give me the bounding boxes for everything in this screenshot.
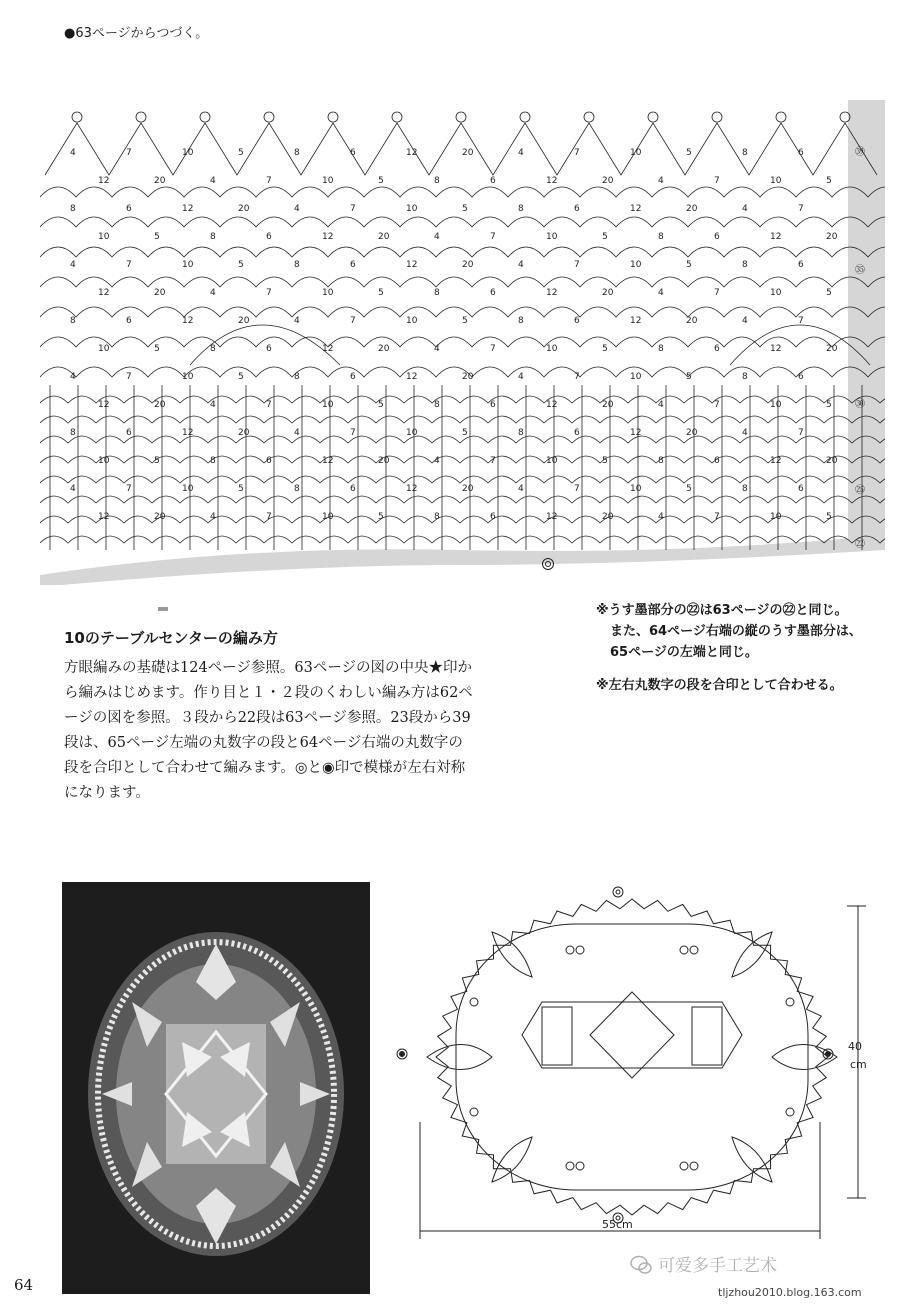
svg-text:7: 7 xyxy=(266,176,272,186)
svg-text:12: 12 xyxy=(182,204,194,214)
svg-text:8: 8 xyxy=(742,372,748,382)
svg-text:5: 5 xyxy=(686,148,692,158)
chat-bubble-icon xyxy=(630,1254,652,1276)
svg-text:20: 20 xyxy=(686,428,698,438)
svg-text:4: 4 xyxy=(658,512,664,522)
svg-text:7: 7 xyxy=(266,400,272,410)
svg-text:8: 8 xyxy=(210,232,216,242)
svg-text:7: 7 xyxy=(350,204,356,214)
continued-note: ●63ページからつづく。 xyxy=(64,26,209,41)
svg-text:5: 5 xyxy=(462,204,468,214)
svg-text:20: 20 xyxy=(826,232,838,242)
svg-text:8: 8 xyxy=(70,316,76,326)
svg-text:4: 4 xyxy=(70,148,76,158)
instructions-body: 方眼編みの基礎は124ページ参照。63ページの図の中央★印から編みはじめます。作り目と１・２段のくわしい編み方は62ページの図を参照。３段から22段は63ページ参照。23段から39段は、65ページ左端の丸数字の段と64ページ右端の丸数字の段を合印として合わせて編みます。◎と◉印で模様が左右対称になります。 xyxy=(64,660,473,801)
svg-text:12: 12 xyxy=(770,344,782,354)
svg-text:10: 10 xyxy=(98,456,110,466)
svg-text:7: 7 xyxy=(126,148,132,158)
svg-text:12: 12 xyxy=(630,428,642,438)
svg-text:4: 4 xyxy=(658,400,664,410)
notes-block xyxy=(596,600,906,696)
svg-text:5: 5 xyxy=(462,428,468,438)
svg-text:8: 8 xyxy=(294,148,300,158)
svg-text:20: 20 xyxy=(238,316,250,326)
svg-text:4: 4 xyxy=(434,344,440,354)
svg-text:5: 5 xyxy=(826,400,832,410)
svg-text:7: 7 xyxy=(490,232,496,242)
svg-text:10: 10 xyxy=(630,484,642,494)
svg-text:7: 7 xyxy=(126,372,132,382)
height-unit: cm xyxy=(850,1058,867,1071)
svg-text:10: 10 xyxy=(406,428,418,438)
svg-text:4: 4 xyxy=(210,400,216,410)
svg-text:4: 4 xyxy=(294,316,300,326)
svg-text:12: 12 xyxy=(406,484,418,494)
svg-text:12: 12 xyxy=(770,232,782,242)
svg-text:12: 12 xyxy=(322,232,334,242)
svg-text:20: 20 xyxy=(154,176,166,186)
svg-text:4: 4 xyxy=(742,316,748,326)
svg-text:20: 20 xyxy=(462,148,474,158)
svg-text:6: 6 xyxy=(490,512,496,522)
svg-text:4: 4 xyxy=(294,204,300,214)
svg-text:6: 6 xyxy=(490,288,496,298)
svg-text:4: 4 xyxy=(518,148,524,158)
svg-text:6: 6 xyxy=(126,204,132,214)
svg-text:5: 5 xyxy=(378,176,384,186)
svg-text:4: 4 xyxy=(434,232,440,242)
svg-text:6: 6 xyxy=(490,400,496,410)
doily-schematic xyxy=(392,882,872,1242)
svg-text:7: 7 xyxy=(350,316,356,326)
svg-text:20: 20 xyxy=(462,484,474,494)
svg-text:7: 7 xyxy=(798,204,804,214)
height-value: 40 xyxy=(848,1040,862,1053)
svg-text:6: 6 xyxy=(266,456,272,466)
svg-text:10: 10 xyxy=(546,344,558,354)
watermark-text: 可爱多手工艺术 xyxy=(658,1256,777,1276)
svg-text:7: 7 xyxy=(126,260,132,270)
svg-text:10: 10 xyxy=(182,372,194,382)
svg-text:7: 7 xyxy=(126,484,132,494)
svg-text:6: 6 xyxy=(266,232,272,242)
svg-text:12: 12 xyxy=(406,260,418,270)
svg-text:7: 7 xyxy=(714,176,720,186)
svg-text:10: 10 xyxy=(98,344,110,354)
svg-text:8: 8 xyxy=(294,260,300,270)
svg-text:10: 10 xyxy=(770,176,782,186)
svg-text:10: 10 xyxy=(630,148,642,158)
svg-text:7: 7 xyxy=(798,316,804,326)
svg-text:6: 6 xyxy=(350,372,356,382)
svg-text:5: 5 xyxy=(378,512,384,522)
svg-text:5: 5 xyxy=(154,456,160,466)
svg-text:12: 12 xyxy=(182,428,194,438)
svg-text:6: 6 xyxy=(350,148,356,158)
svg-text:6: 6 xyxy=(126,428,132,438)
svg-text:5: 5 xyxy=(238,148,244,158)
svg-text:5: 5 xyxy=(378,288,384,298)
svg-text:20: 20 xyxy=(602,400,614,410)
svg-text:8: 8 xyxy=(70,428,76,438)
svg-text:6: 6 xyxy=(574,316,580,326)
svg-text:4: 4 xyxy=(210,176,216,186)
svg-text:12: 12 xyxy=(546,512,558,522)
svg-text:20: 20 xyxy=(154,512,166,522)
svg-text:10: 10 xyxy=(322,512,334,522)
svg-text:7: 7 xyxy=(574,148,580,158)
svg-text:12: 12 xyxy=(98,512,110,522)
svg-text:5: 5 xyxy=(238,484,244,494)
svg-text:10: 10 xyxy=(770,512,782,522)
svg-text:10: 10 xyxy=(546,456,558,466)
svg-text:12: 12 xyxy=(546,400,558,410)
svg-text:10: 10 xyxy=(322,400,334,410)
site-url: tljzhou2010.blog.163.com xyxy=(718,1286,862,1299)
svg-text:10: 10 xyxy=(406,316,418,326)
svg-text:7: 7 xyxy=(574,484,580,494)
svg-text:7: 7 xyxy=(350,428,356,438)
svg-text:4: 4 xyxy=(210,512,216,522)
row-label-22: ㉒ xyxy=(855,539,865,550)
svg-text:7: 7 xyxy=(266,288,272,298)
svg-text:4: 4 xyxy=(518,372,524,382)
svg-text:12: 12 xyxy=(406,148,418,158)
svg-text:5: 5 xyxy=(602,344,608,354)
svg-text:5: 5 xyxy=(826,176,832,186)
svg-text:10: 10 xyxy=(182,260,194,270)
svg-text:7: 7 xyxy=(798,428,804,438)
svg-text:6: 6 xyxy=(490,176,496,186)
center-symbol-icon xyxy=(541,556,555,570)
svg-text:10: 10 xyxy=(322,176,334,186)
svg-text:8: 8 xyxy=(70,204,76,214)
crochet-chart xyxy=(40,95,885,585)
row-label-30: ㉚ xyxy=(855,399,865,410)
svg-text:7: 7 xyxy=(574,260,580,270)
svg-text:6: 6 xyxy=(798,372,804,382)
svg-text:20: 20 xyxy=(462,260,474,270)
svg-text:6: 6 xyxy=(714,344,720,354)
note1-line2: また、64ページ右端の縦のうす墨部分は、 xyxy=(610,624,862,639)
svg-text:20: 20 xyxy=(686,204,698,214)
section-title: 10のテーブルセンターの編み方 xyxy=(64,629,278,647)
svg-text:10: 10 xyxy=(182,484,194,494)
svg-text:6: 6 xyxy=(714,232,720,242)
svg-text:5: 5 xyxy=(686,372,692,382)
width-label: 55cm xyxy=(602,1218,633,1231)
svg-text:5: 5 xyxy=(238,372,244,382)
svg-text:8: 8 xyxy=(742,260,748,270)
svg-text:6: 6 xyxy=(798,148,804,158)
svg-text:20: 20 xyxy=(602,288,614,298)
svg-text:7: 7 xyxy=(714,400,720,410)
svg-text:7: 7 xyxy=(266,512,272,522)
svg-text:4: 4 xyxy=(658,288,664,298)
svg-text:20: 20 xyxy=(602,512,614,522)
svg-text:20: 20 xyxy=(378,344,390,354)
svg-text:6: 6 xyxy=(714,456,720,466)
svg-text:12: 12 xyxy=(98,400,110,410)
svg-text:8: 8 xyxy=(742,148,748,158)
svg-text:4: 4 xyxy=(210,288,216,298)
svg-text:8: 8 xyxy=(742,484,748,494)
doily-photo-svg xyxy=(62,882,370,1294)
row-label-35: ㉟ xyxy=(855,265,865,276)
svg-text:4: 4 xyxy=(518,484,524,494)
svg-text:7: 7 xyxy=(490,344,496,354)
zigzag-border xyxy=(436,899,828,1215)
svg-text:8: 8 xyxy=(658,232,664,242)
svg-text:8: 8 xyxy=(210,344,216,354)
svg-text:8: 8 xyxy=(294,484,300,494)
svg-text:8: 8 xyxy=(434,176,440,186)
svg-text:5: 5 xyxy=(238,260,244,270)
svg-text:5: 5 xyxy=(602,232,608,242)
svg-text:4: 4 xyxy=(742,204,748,214)
svg-text:4: 4 xyxy=(434,456,440,466)
svg-text:20: 20 xyxy=(826,456,838,466)
svg-text:8: 8 xyxy=(434,288,440,298)
svg-text:5: 5 xyxy=(602,456,608,466)
svg-text:10: 10 xyxy=(770,288,782,298)
svg-text:6: 6 xyxy=(798,260,804,270)
svg-text:10: 10 xyxy=(406,204,418,214)
svg-text:7: 7 xyxy=(574,372,580,382)
doily-photo xyxy=(62,882,370,1294)
row-label-25: ㉕ xyxy=(855,485,865,496)
shaded-bottom-band xyxy=(40,535,885,585)
svg-text:8: 8 xyxy=(518,428,524,438)
svg-text:5: 5 xyxy=(462,316,468,326)
svg-text:5: 5 xyxy=(686,260,692,270)
svg-text:6: 6 xyxy=(574,204,580,214)
svg-text:6: 6 xyxy=(350,260,356,270)
svg-text:20: 20 xyxy=(238,204,250,214)
svg-text:4: 4 xyxy=(658,176,664,186)
note1-line1: ※うす墨部分の㉒は63ページの㉒と同じ。 xyxy=(596,603,848,618)
svg-text:8: 8 xyxy=(518,316,524,326)
svg-text:4: 4 xyxy=(70,372,76,382)
svg-text:12: 12 xyxy=(322,456,334,466)
svg-text:12: 12 xyxy=(98,288,110,298)
svg-text:4: 4 xyxy=(70,260,76,270)
svg-text:7: 7 xyxy=(714,288,720,298)
svg-text:6: 6 xyxy=(266,344,272,354)
note2: ※左右丸数字の段を合印として合わせる。 xyxy=(596,678,843,693)
svg-text:12: 12 xyxy=(770,456,782,466)
svg-text:10: 10 xyxy=(630,260,642,270)
svg-text:7: 7 xyxy=(714,512,720,522)
doily-schematic-svg xyxy=(392,882,872,1242)
row-label-39: ㊴ xyxy=(855,147,865,158)
svg-text:10: 10 xyxy=(630,372,642,382)
svg-text:8: 8 xyxy=(658,456,664,466)
svg-text:12: 12 xyxy=(546,176,558,186)
svg-text:10: 10 xyxy=(98,232,110,242)
svg-text:12: 12 xyxy=(98,176,110,186)
svg-text:4: 4 xyxy=(294,428,300,438)
svg-text:12: 12 xyxy=(546,288,558,298)
svg-text:4: 4 xyxy=(742,428,748,438)
svg-text:4: 4 xyxy=(518,260,524,270)
svg-text:10: 10 xyxy=(182,148,194,158)
svg-text:12: 12 xyxy=(630,204,642,214)
svg-text:12: 12 xyxy=(406,372,418,382)
svg-text:20: 20 xyxy=(378,232,390,242)
svg-text:8: 8 xyxy=(210,456,216,466)
svg-text:12: 12 xyxy=(322,344,334,354)
svg-text:12: 12 xyxy=(630,316,642,326)
svg-text:20: 20 xyxy=(238,428,250,438)
note1-line3: 65ページの左端と同じ。 xyxy=(610,645,758,660)
svg-text:5: 5 xyxy=(826,512,832,522)
svg-text:5: 5 xyxy=(154,232,160,242)
svg-text:8: 8 xyxy=(658,344,664,354)
crochet-chart-svg xyxy=(40,95,885,585)
svg-text:5: 5 xyxy=(686,484,692,494)
svg-text:8: 8 xyxy=(294,372,300,382)
svg-text:20: 20 xyxy=(378,456,390,466)
svg-text:6: 6 xyxy=(350,484,356,494)
svg-text:10: 10 xyxy=(322,288,334,298)
svg-text:6: 6 xyxy=(126,316,132,326)
svg-text:10: 10 xyxy=(770,400,782,410)
svg-text:7: 7 xyxy=(490,456,496,466)
svg-text:5: 5 xyxy=(154,344,160,354)
svg-text:10: 10 xyxy=(546,232,558,242)
svg-text:12: 12 xyxy=(182,316,194,326)
svg-text:20: 20 xyxy=(462,372,474,382)
svg-text:8: 8 xyxy=(518,204,524,214)
page-number: 64 xyxy=(14,1276,34,1294)
svg-text:5: 5 xyxy=(826,288,832,298)
svg-text:20: 20 xyxy=(154,288,166,298)
svg-text:20: 20 xyxy=(826,344,838,354)
svg-text:20: 20 xyxy=(686,316,698,326)
svg-text:6: 6 xyxy=(798,484,804,494)
svg-text:6: 6 xyxy=(574,428,580,438)
margin-tick xyxy=(158,607,168,611)
svg-text:20: 20 xyxy=(602,176,614,186)
watermark xyxy=(630,1251,777,1276)
svg-text:8: 8 xyxy=(434,400,440,410)
svg-text:8: 8 xyxy=(434,512,440,522)
svg-text:20: 20 xyxy=(154,400,166,410)
svg-text:5: 5 xyxy=(378,400,384,410)
svg-text:4: 4 xyxy=(70,484,76,494)
